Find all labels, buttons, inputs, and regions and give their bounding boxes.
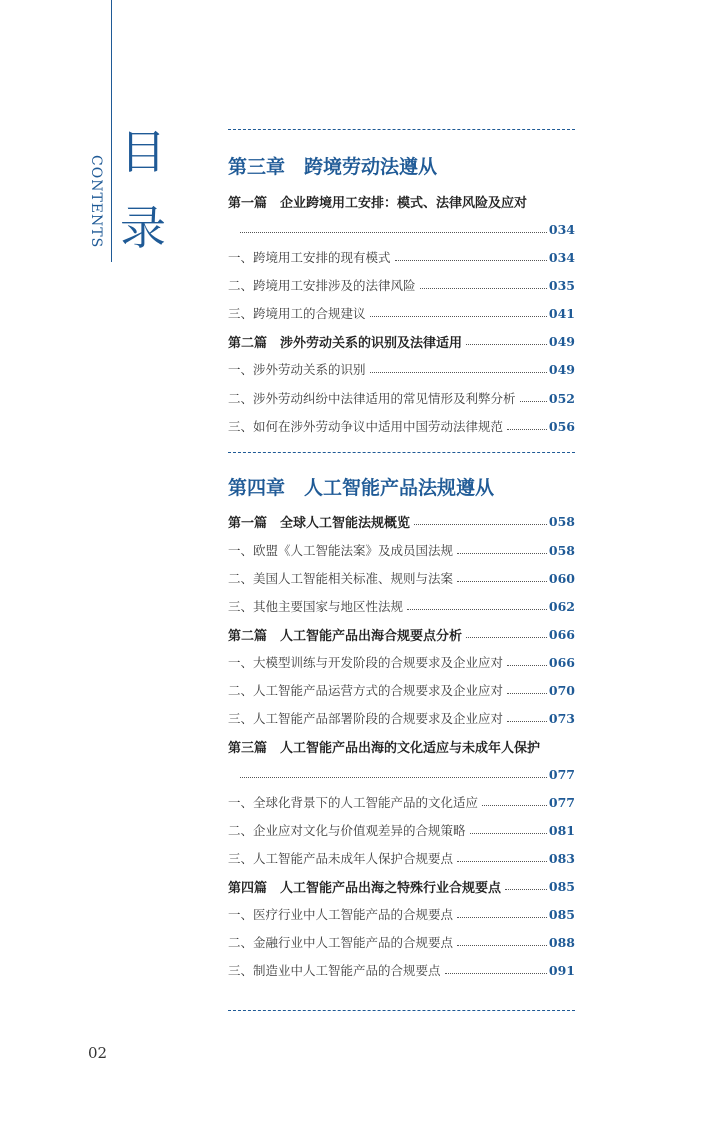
- leader-dots: [457, 553, 547, 554]
- toc-page-number: 077: [548, 794, 575, 810]
- toc-page-number: 035: [548, 277, 575, 293]
- toc-page-number: 058: [548, 513, 575, 529]
- toc-entry-row: [228, 652, 575, 672]
- toc-entry-row: [228, 764, 575, 784]
- toc-entry-row: [228, 540, 575, 560]
- chapter-3-top-rule: [228, 129, 575, 130]
- title-char-1: 目: [120, 125, 166, 179]
- toc-entry-label: 二、人工智能产品运营方式的合规要求及企业应对: [228, 683, 504, 698]
- toc-section-label: 第三篇 人工智能产品出海的文化适应与未成年人保护: [228, 740, 541, 756]
- title-char-2: 录: [120, 201, 166, 255]
- leader-dots: [240, 777, 547, 778]
- toc-page-number: 034: [548, 249, 575, 265]
- toc-page-number: 052: [548, 390, 575, 406]
- toc-page-number: 077: [548, 766, 575, 782]
- contents-label: CONTENTS: [88, 155, 104, 249]
- toc-entry-label: 三、如何在涉外劳动争议中适用中国劳动法律规范: [228, 419, 504, 434]
- toc-entry-label: 二、美国人工智能相关标准、规则与法案: [228, 571, 454, 586]
- toc-page-number: 066: [548, 654, 575, 670]
- toc-entry-row: [228, 820, 575, 840]
- leader-dots: [520, 401, 547, 402]
- toc-section-row: [228, 191, 575, 211]
- toc-section-row: [228, 624, 575, 644]
- toc-page-number: 085: [548, 906, 575, 922]
- toc-entry-row: [228, 219, 575, 239]
- toc-entry-row: [228, 596, 575, 616]
- leader-dots: [420, 288, 547, 289]
- toc-entry-label: 二、金融行业中人工智能产品的合规要点: [228, 935, 454, 950]
- toc-entry-label: 二、涉外劳动纠纷中法律适用的常见情形及利弊分析: [228, 391, 516, 406]
- toc-page-number: 049: [548, 333, 575, 349]
- toc-section-row: [228, 736, 575, 756]
- leader-dots: [466, 344, 547, 345]
- leader-dots: [482, 805, 547, 806]
- leader-dots: [457, 917, 547, 918]
- leader-dots: [507, 721, 547, 722]
- toc-page-number: 091: [548, 962, 575, 978]
- toc-page-number: 066: [548, 626, 575, 642]
- toc-page-number: 062: [548, 598, 575, 614]
- chapter-4-top-rule: [228, 452, 575, 453]
- toc-entry-label: 一、跨境用工安排的现有模式: [228, 250, 391, 265]
- leader-dots: [370, 372, 547, 373]
- leader-dots: [507, 693, 547, 694]
- toc-page-number: 060: [548, 570, 575, 586]
- toc-entry-row: [228, 904, 575, 924]
- toc-page-number: 083: [548, 850, 575, 866]
- toc-entry-row: [228, 359, 575, 379]
- toc-section-label: 第二篇 涉外劳动关系的识别及法律适用: [228, 335, 463, 351]
- toc-entry-label: 三、其他主要国家与地区性法规: [228, 599, 404, 614]
- leader-dots: [505, 889, 547, 890]
- bottom-rule: [228, 1010, 575, 1011]
- toc-entry-label: 一、医疗行业中人工智能产品的合规要点: [228, 907, 454, 922]
- toc-entry-row: [228, 792, 575, 812]
- toc-entry-label: 一、全球化背景下的人工智能产品的文化适应: [228, 795, 479, 810]
- toc-entry-label: 二、跨境用工安排涉及的法律风险: [228, 278, 416, 293]
- toc-entry-row: [228, 416, 575, 436]
- toc-page-number: 049: [548, 361, 575, 377]
- toc-entry-label: 三、制造业中人工智能产品的合规要点: [228, 963, 441, 978]
- toc-page-number: 081: [548, 822, 575, 838]
- leader-dots: [507, 665, 547, 666]
- toc-entry-row: [228, 680, 575, 700]
- toc-page-number: 056: [548, 418, 575, 434]
- toc-entry-row: [228, 708, 575, 728]
- leader-dots: [457, 945, 547, 946]
- leader-dots: [414, 524, 547, 525]
- page-number: 02: [88, 1044, 108, 1062]
- leader-dots: [470, 833, 547, 834]
- toc-entry-row: [228, 275, 575, 295]
- toc-entry-row: [228, 848, 575, 868]
- toc-entry-row: [228, 932, 575, 952]
- leader-dots: [466, 637, 547, 638]
- toc-entry-label: 二、企业应对文化与价值观差异的合规策略: [228, 823, 466, 838]
- toc-page-number: 073: [548, 710, 575, 726]
- toc-section-row: [228, 511, 575, 531]
- toc-entry-label: 三、跨境用工的合规建议: [228, 306, 366, 321]
- toc-entry-label: 三、人工智能产品部署阶段的合规要求及企业应对: [228, 711, 504, 726]
- leader-dots: [445, 973, 547, 974]
- chapter-title-3: 第三章 跨境劳动法遵从: [228, 156, 438, 178]
- toc-section-row: [228, 331, 575, 351]
- toc-entry-row: [228, 247, 575, 267]
- toc-entry-row: [228, 303, 575, 323]
- leader-dots: [507, 429, 547, 430]
- chapter-title-4: 第四章 人工智能产品法规遵从: [228, 477, 495, 499]
- toc-section-row: [228, 876, 575, 896]
- toc-page-number: 058: [548, 542, 575, 558]
- leader-dots: [407, 609, 547, 610]
- leader-dots: [370, 316, 547, 317]
- toc-section-label: 第一篇 全球人工智能法规概览: [228, 515, 411, 531]
- toc-section-label: 第二篇 人工智能产品出海合规要点分析: [228, 628, 463, 644]
- toc-entry-row: [228, 960, 575, 980]
- toc-entry-label: 一、欧盟《人工智能法案》及成员国法规: [228, 543, 454, 558]
- leader-dots: [457, 581, 547, 582]
- toc-entry-label: 一、涉外劳动关系的识别: [228, 362, 366, 377]
- leader-dots: [240, 232, 547, 233]
- toc-entry-row: [228, 388, 575, 408]
- leader-dots: [395, 260, 547, 261]
- toc-page-number: 085: [548, 878, 575, 894]
- toc-page-number: 034: [548, 221, 575, 237]
- toc-entry-row: [228, 568, 575, 588]
- toc-section-label: 第四篇 人工智能产品出海之特殊行业合规要点: [228, 880, 502, 896]
- header-vertical-rule: [111, 0, 112, 262]
- toc-entry-label: 三、人工智能产品未成年人保护合规要点: [228, 851, 454, 866]
- toc-section-label: 第一篇 企业跨境用工安排：模式、法律风险及应对: [228, 195, 528, 211]
- leader-dots: [457, 861, 547, 862]
- toc-entry-label: 一、大模型训练与开发阶段的合规要求及企业应对: [228, 655, 504, 670]
- toc-page-number: 070: [548, 682, 575, 698]
- toc-page-number: 088: [548, 934, 575, 950]
- toc-page-number: 041: [548, 305, 575, 321]
